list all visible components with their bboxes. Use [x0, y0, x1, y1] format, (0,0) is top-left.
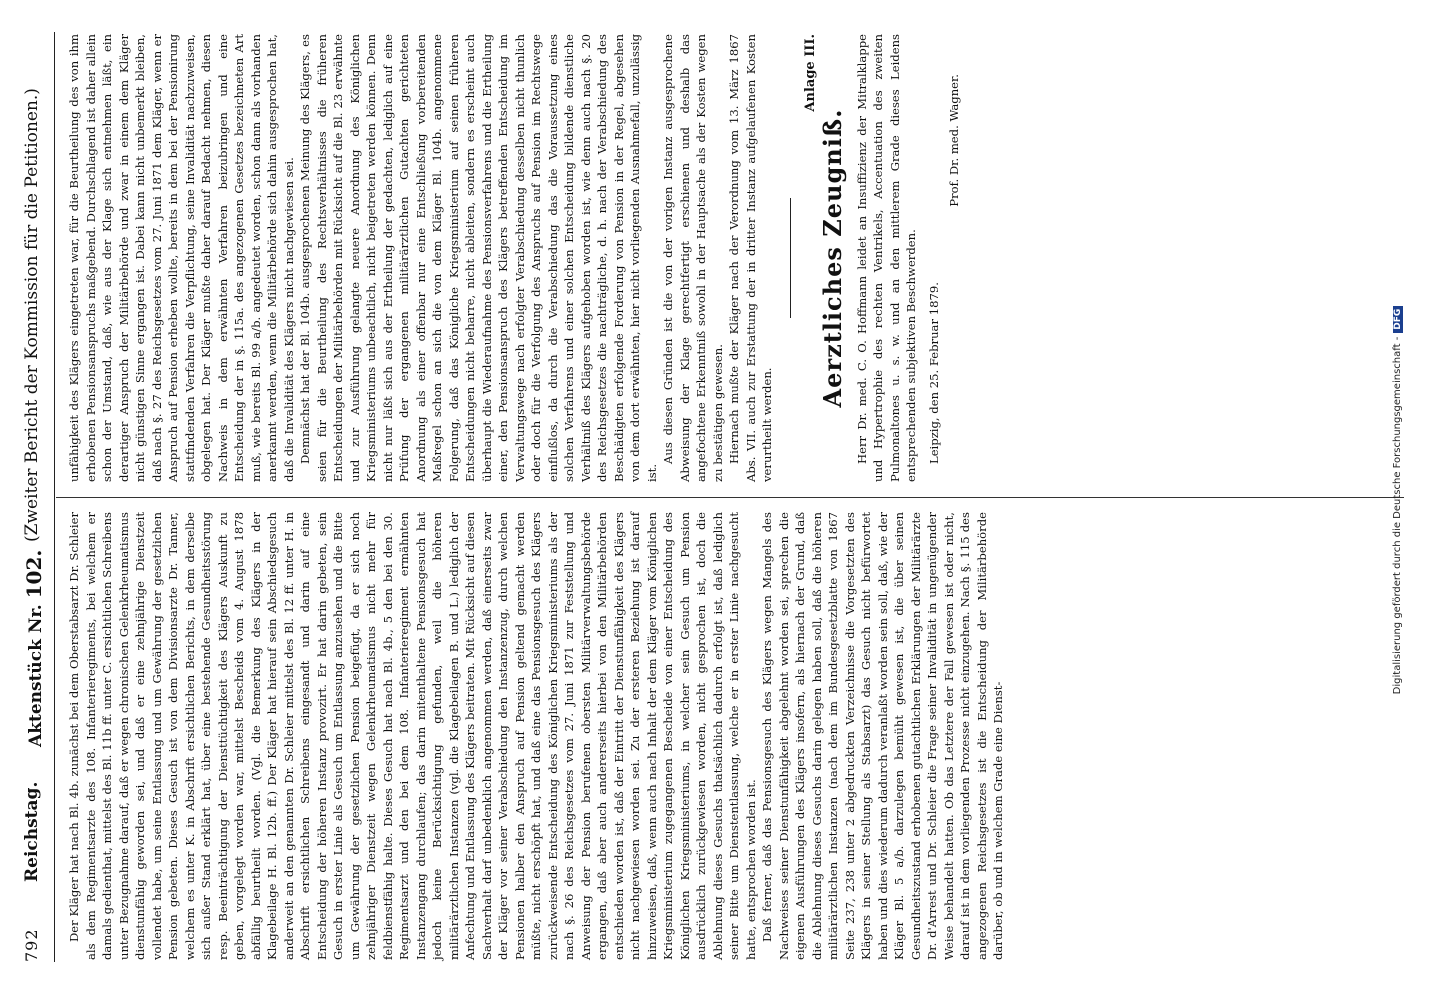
left-paragraph-1: Der Kläger hat nach Bl. 4b. zunächst bei dem Oberstabsarzt Dr. Schleier als dem Regimentsarzte des 108. Infanterieregiments, bei welchem er damals gedienthat, mittelst des Bl. 11b ff. unter C. ersichtlichen Schreibens unter Bezugnahme darauf, daß er wegen chronischen Gelenkrheumatismus dienstunfähig geworden sei, und daß er eine zehnjährige Dienstzeit vollendet habe, um seine Entlassung und um Gewährung der gesetzlichen Pension gebeten. Dieses Gesuch ist von dem Divisionsarzte Dr. Tanner, welchem es unter K. in Abschrift ersichtlichen Berichts, in dem derselbe sich außer Stand erklärt hat, über eine bestehende Gesundheitsstörung resp. Beeinträchtigung der Diensttüchtigkeit des Klägers Auskunft zu geben, vorgelegt worden war, mittelst Bescheids vom 4. August 1878 abfällig beurtheilt worden. (Vgl. die Bemerkung des Klägers in der Klagebeilage H. Bl. 12b. ff.) Der Kläger hat hierauf sein Abschiedsgesuch anderweit an den genannten Dr. Schleier mittelst des Bl. 12 ff. unter H. in Abschrift ersichtlichen Schreibens eingesandt und darin auf eine Entscheidung der höheren Instanz provozirt. Er hat darin gebeten, sein Gesuch in erster Linie als Gesuch um Entlassung anzusehen und die Bitte um Gewährung der gesetzlichen Pension beigefügt, da er sich noch zehnjähriger Dienstzeit wegen Gelenkrheumatismus nicht mehr für feldbienstfähig halte. Dieses Gesuch hat nach Bl. 4b., 5 den bei den 30. Regimentsarzt und den bei dem 108. Infanterieregiment ermähnten Instanzengang durchlaufen; das darin mitenthaltene Pensionsgesuch hat jedoch keine Berücksichtigung gefunden, weil die höheren militärärztlichen Instanzen (vgl. die Klagebeilagen B. und L.) lediglich der Anfechtung und Entlassung des Klägers beitraten. Mit Rücksicht auf diesen Sachverhalt darf unbedenklich angenommen werden, daß einerseits zwar der Kläger vor seiner Verabschiedung den Instanzenzug, durch welchen Pensionen halber den Anspruch auf Pension geltend gemacht werden müßte, nicht erschöpft hat, und daß eine das Pensionsgesuch des Klägers zurückweisende Entscheidung des Königlichen Kriegsministeriums als der nach §. 26 des Reichsgesetzes vom 27. Juni 1871 zur Feststellung und Anweisung der Pension berufenen obersten Militärverwaltungsbehörde ergangen, daß aber auch andererseits hierbei von den Militärbehörden entschieden worden ist, daß der Eintritt der Dienstunfähigkeit des Klägers nicht nachgewiesen worden sei. Zu der ersteren Beziehung ist darauf hinzuweisen, daß, wenn auch nach Inhalt der dem Kläger vom Königlichen Kriegsministerium zugegangenen Bescheide von einer Entscheidung des Königlichen Kriegsministeriums, in welcher sein Gesuch um Pension ausdrücklich zurückgewiesen worden, nicht gesprochen ist, doch die Ablehnung dieses Gesuchs thatsächlich dadurch erfolgt ist, daß lediglich seiner Bitte um Dienstentlassung, welche er in erster Linie nachgesucht hatte, entsprochen worden ist. [67, 512, 758, 960]
header-aktenstueck [22, 550, 46, 747]
left-column [66, 512, 1007, 960]
right-paragraph-2: Demnächst hat der Bl. 104b. ausgesprochenen Meinung des Klägers, es seien für die Beurtheilung des Rechtsverhältnisses die früheren Entscheidungen der Militärbehörden mit Rücksicht auf die Bl. 23 erwähnte und zur Ausführung gelangte neuere Anordnung des Königlichen Kriegsministeriums unbeachtlich, nicht beigetreten werden können. Denn nicht nur läßt sich aus der Ertheilung der gedachten, lediglich auf eine Prüfung der ergangenen militärärztlichen Gutachten gerichteten Anordnung als einer offenbar nur eine Entschließung vorbereitenden Maßregel schon an sich die von dem Kläger Bl. 104b. angenommene Folgerung, daß das Königliche Kriegsministerium auf seinen früheren Entscheidungen nicht beharre, nicht ableiten, sondern es erscheint auch überhaupt die Wiederaufnahme des Pensionsverfahrens und die Ertheilung einer, den Pensionsanspruch des Klägers betreffenden Entscheidung im Verwaltungswege nach erfolgter Verabschiedung desselben nicht thunlich oder doch für die Verfolgung des Anspruchs auf Pension im Rechtswege einflußlos, da durch die Verabschiedung das die Voraussetzung eines solchen Verfahrens und einer solchen Entscheidung bildende dienstliche Verhältniß des Klägers aufgehoben worden ist, wie denn auch nach §. 20 des Reichsgesetzes die nachträgliche, d. h. nach der Verabschiedung des Beschädigten erfolgende Forderung von Pension in der Regel, abgesehen von dem dort erwähnten, hier nicht vorliegenden Ausnahmefall, unzulässig ist. [298, 34, 659, 482]
certificate-text: Herr Dr. med. C. O. Hoffmann leidet an Insuffizienz der Mitralklappe und Hypertrophie des rechten Ventrikels, Accentuation des zweiten Pulmonaltones u. s. w. und an den mittlerem Grade dieses Leidens entsprechenden subjektiven Beschwerden. [854, 34, 918, 482]
header-aktenstueck-label: Aktenstück Nr. [26, 604, 46, 747]
right-paragraph-4: Hiernach mußte der Kläger nach der Verordnung vom 13. März 1867 Abs. VII. auch zur Erstattung der in dritter Instanz aufgelaufenen Kosten verurtheilt werden. [727, 34, 774, 482]
certificate-signature: Prof. Dr. med. Wagner. [947, 74, 961, 207]
page-header [20, 32, 46, 962]
header-aktenstueck-number: 102. [22, 549, 46, 599]
section-separator [790, 198, 791, 318]
certificate-title: Aerztliches Zeugniß. [818, 108, 847, 408]
header-reichstag: Reichstag. [22, 781, 42, 882]
header-report-title: (Zweiter Bericht der Kommission für die Petitionen.) [22, 88, 42, 542]
right-paragraph-1: unfähigkeit des Klägers eingetreten war, für die Beurtheilung des von ihm erhobenen Pensionsanspruchs maßgebend. Durchschlagend ist daher allein schon der Umstand, daß, wie aus der Klage sich entnehmen läßt, ein derartiger Anspruch der Militärbehörde und zwar in einem dem Kläger nicht günstigen Sinne ergangen ist. Dabei kann nicht unbemerkt bleiben, daß nach §. 27 des Reichsgesetzes vom 27. Juni 1871 dem Kläger, wenn er Anspruch auf Pension erheben wollte, bereits in dem bei der Pensionirung stattfindenden Verfahren die Verpflichtung, seine Invalidität nachzuweisen, obgelegen hat. Der Kläger mußte daher darauf Bedacht nehmen, diesen Nachweis in dem erwähnten Verfahren beizubringen und eine Entscheidung der in §. 115a. des angezogenen Gesetzes bezeichneten Art muß, wie bereits Bl. 99 a/b. angedeutet worden, schon dann als vorhanden anerkannt werden, wenn die Militärbehörde sich dahin ausgesprochen hat, daß die Invalidität des Klägers nicht nachgewiesen sei. [67, 34, 296, 482]
left-paragraph-2: Daß ferner, daß das Pensionsgesuch des Klägers wegen Mangels des Nachweises seiner Dienstunfähigkeit abgelehnt worden sei, sprechen die eigenen Ausführungen des Klägers insofern, als hiernach der Grund, daß die Ablehnung dieses Gesuchs darin gelegen haben soll, daß die höheren militärärztlichen Instanzen (nach dem im Bundesgesetzblatte von 1867 Seite 237, 238 unter 2 abgedruckten Verzeichnisse die Vorgesetzten des Klägers in seiner Stellung als Stabsarzt) das Gesuch nicht befürwortet haben und dies wiederum dadurch veranlaßt worden sein soll, daß, wie der Kläger Bl. 5 a/b. darzulegen bemüht gewesen ist, die über seinen Gesundheitszustand erhobenen gutachtlichen Erklärungen der Militärärzte Dr. d'Arrest und Dr. Schleier die Frage seiner Invalidität in ungenügender Weise behandelt hatten. Ob das Letztere der Fall gewesen ist oder nicht, darauf ist in dem vorliegenden Prozesse nicht einzugehen. Nach §. 115 des angezogenen Reichsgesetzes ist die Entscheidung der Militärbehörde darüber, ob und in welchem Grade eine Dienst- [760, 512, 1005, 960]
digitization-note-text: Digitalisierung gefördert durch die Deutsche Forschungsgemeinschaft - [1392, 336, 1403, 695]
column-divider [56, 497, 1404, 498]
header-rule [54, 32, 55, 962]
certificate-date: Leipzig, den 25. Februar 1879. [926, 282, 941, 464]
page-number: 792 [22, 928, 41, 962]
dfg-logo: DFG [1393, 306, 1403, 333]
right-column [66, 34, 963, 482]
appendix-label: Anlage III. [802, 34, 818, 112]
right-paragraph-3: Aus diesen Gründen ist die von der vorigen Instanz ausgesprochene Abweisung der Klage gerechtfertigt erschienen und deshalb das angefochtene Erkenntniß sowohl in der Hauptsache als der Kosten wegen zu bestätigen gewesen. [661, 34, 725, 482]
digitization-note [1392, 0, 1410, 1000]
